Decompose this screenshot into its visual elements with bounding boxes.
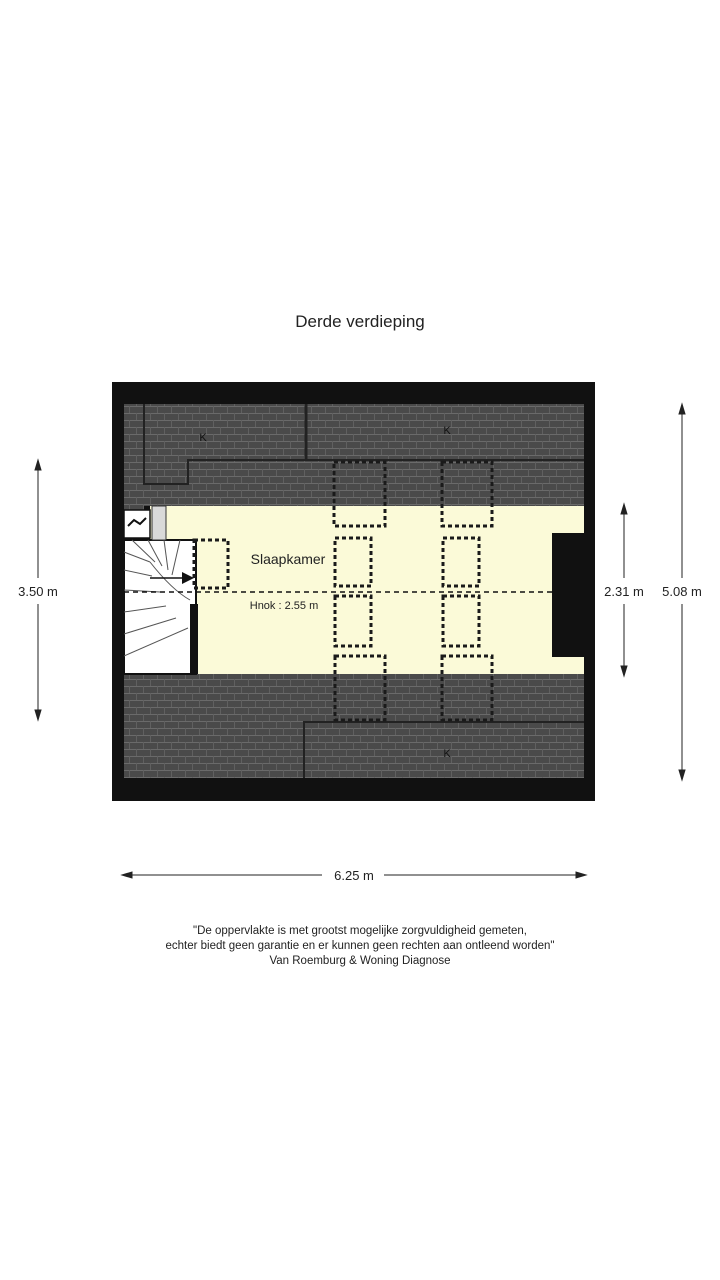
room-floor [170, 506, 584, 674]
knee-wall-marker-3: K [443, 748, 451, 760]
disclaimer-company: Van Roemburg & Woning Diagnose [269, 955, 451, 967]
ridge-height-label: Hnok : 2.55 m [249, 600, 319, 612]
roof-area-bottom [124, 674, 584, 778]
disclaimer [0, 924, 720, 969]
disclaimer-line-1: "De oppervlakte is met grootst mogelijke zorgvuldigheid gemeten, [193, 925, 527, 937]
railing [152, 506, 166, 540]
knee-wall-marker-2: K [443, 425, 451, 437]
knee-wall-marker-1: K [199, 432, 207, 444]
dimension-label-floor-depth: 2.31 m [604, 584, 644, 599]
room-label: Slaapkamer [250, 551, 326, 567]
roof-area-top [124, 404, 584, 506]
plan-title: Derde verdieping [295, 312, 425, 331]
roof-area-left-top [124, 404, 144, 524]
dimension-label-outer-depth: 5.08 m [662, 584, 702, 599]
chimney [552, 533, 584, 657]
stair-wall [190, 604, 198, 674]
disclaimer-line-2: echter biedt geen garantie en er kunnen geen rechten aan ontleend worden" [165, 940, 555, 952]
dimension-label-room-depth: 3.50 m [18, 584, 58, 599]
dimension-label-width: 6.25 m [334, 868, 374, 883]
boiler-box [124, 510, 150, 538]
